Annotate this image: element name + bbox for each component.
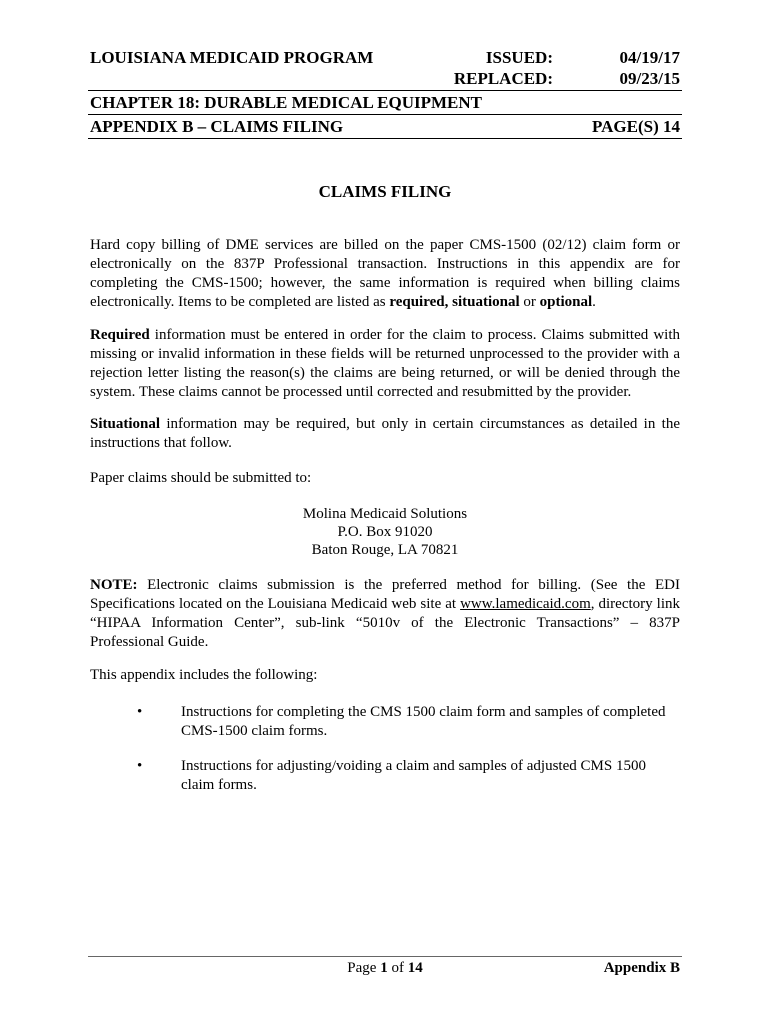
- issued-label: ISSUED:: [485, 48, 553, 67]
- address-line-2: P.O. Box 91020: [337, 524, 433, 540]
- page-current: 1: [380, 960, 388, 976]
- bullet-text: Instructions for adjusting/voiding a claim and samples of adjusted CMS 1500 claim forms.: [181, 758, 646, 793]
- page-prefix: Page: [347, 960, 381, 976]
- required-situational-text: required, situational: [389, 294, 520, 310]
- program-name: LOUISIANA MEDICAID PROGRAM: [90, 48, 374, 67]
- replaced-label: REPLACED:: [453, 69, 553, 88]
- address-line-1: Molina Medicaid Solutions: [302, 506, 468, 522]
- paragraph-situational: [90, 415, 680, 453]
- paragraph-note: [90, 576, 680, 652]
- paragraph-includes: This appendix includes the following:: [90, 667, 318, 683]
- issued-date: 04/19/17: [619, 48, 680, 67]
- note-text-a: Electronic claims submission is the preferred method for billing. (See the EDI Specifications located on the Louisiana Medicaid web site at: [90, 577, 680, 612]
- footer-divider: [88, 956, 682, 957]
- chapter-title: CHAPTER 18: DURABLE MEDICAL EQUIPMENT: [90, 93, 482, 112]
- required-text: information must be entered in order for the claim to process. Claims submitted with missing or invalid information in these fields will be returned unprocessed to the provider with a rejection letter listing the reason(s) the claims are being returned, or will be denied through the system. These claims cannot be processed until corrected and resubmitted by the provider.: [90, 327, 680, 400]
- intro-end: .: [592, 294, 596, 310]
- optional-text: optional: [539, 294, 593, 310]
- paragraph-required: [90, 326, 680, 402]
- paragraph-intro: [90, 236, 680, 312]
- bullet-icon: •: [137, 704, 143, 720]
- address-line-3: Baton Rouge, LA 70821: [311, 542, 459, 558]
- footer-appendix: Appendix B: [603, 960, 680, 976]
- bullet-icon: •: [137, 758, 143, 774]
- page-of: of: [387, 960, 408, 976]
- note-label: NOTE:: [90, 577, 138, 593]
- paragraph-paper-claims: Paper claims should be submitted to:: [90, 470, 312, 486]
- header-divider: [88, 90, 682, 91]
- lamedicaid-link[interactable]: www.lamedicaid.com: [460, 596, 591, 612]
- required-label: Required: [90, 327, 150, 343]
- bullet-text: Instructions for completing the CMS 1500 claim form and samples of completed CMS-1500 claim forms.: [181, 704, 666, 739]
- section-title: CLAIMS FILING: [318, 182, 452, 201]
- chapter-divider: [88, 114, 682, 115]
- intro-text: Hard copy billing of DME services are billed on the paper CMS-1500 (02/12) claim form or electronically on the 837P Professional transaction. Instructions in this appendix are for completing the CMS-1500; however, the same information is required when billing claims electronically. Items to be completed are listed as: [90, 237, 680, 310]
- appendix-title: APPENDIX B – CLAIMS FILING: [90, 117, 344, 136]
- note-text-b: , directory link “HIPAA Information Center”, sub-link “5010v of the Electronic Transactions” – 837P Professional Guide.: [90, 596, 680, 650]
- appendix-divider: [88, 138, 682, 139]
- situational-label: Situational: [90, 416, 161, 432]
- or-text: or: [519, 294, 540, 310]
- page-count: PAGE(S) 14: [592, 117, 680, 136]
- situational-text: information may be required, but only in certain circumstances as detailed in the instructions that follow.: [90, 416, 680, 451]
- replaced-date: 09/23/15: [619, 69, 680, 88]
- page-total: 14: [407, 960, 423, 976]
